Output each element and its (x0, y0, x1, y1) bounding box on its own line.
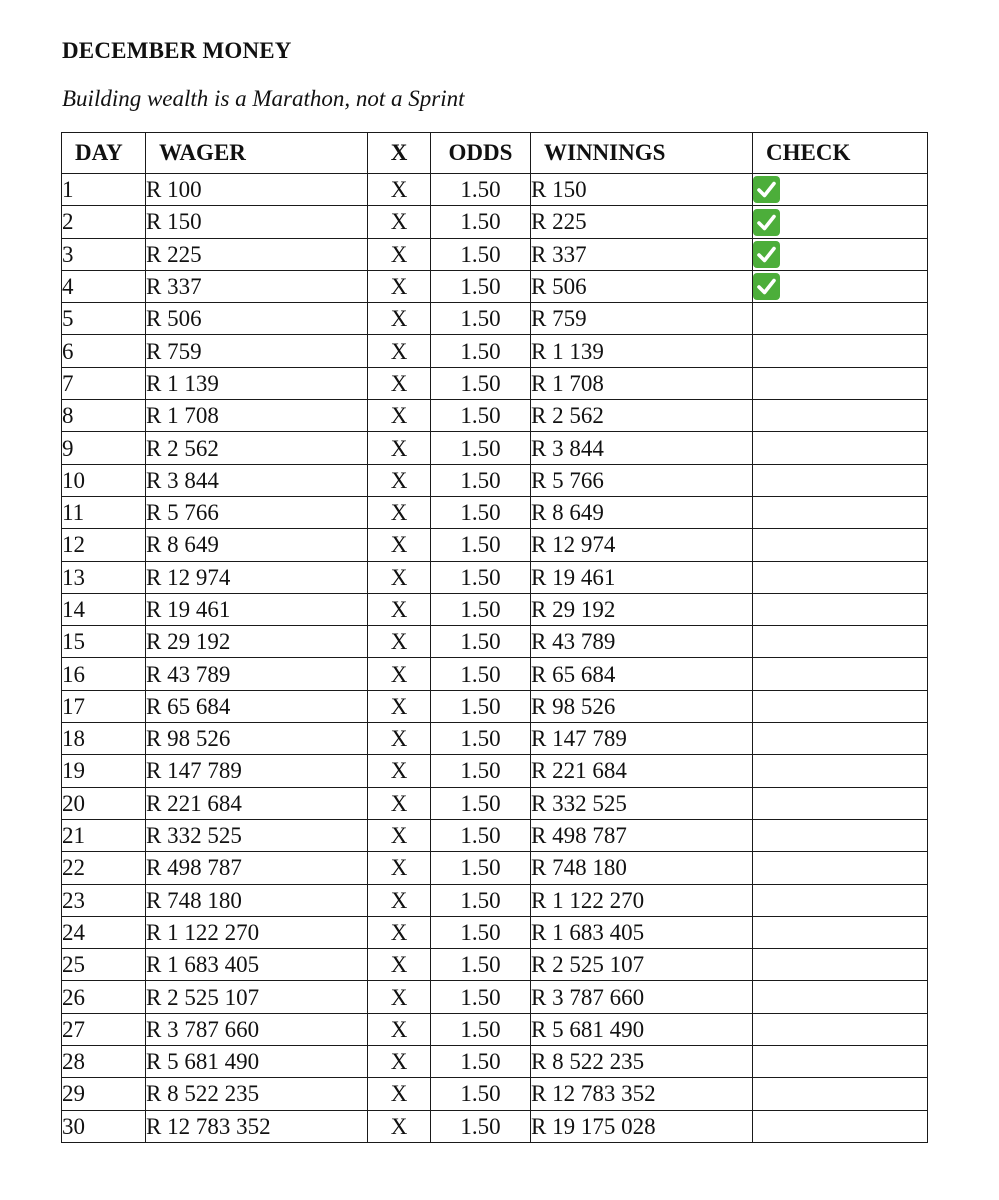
green-checkmark-icon (753, 176, 780, 203)
check-cell (753, 1110, 928, 1142)
wager-cell: R 150 (146, 206, 368, 238)
wager-cell: R 8 522 235 (146, 1078, 368, 1110)
odds-cell: 1.50 (431, 819, 531, 851)
day-cell: 1 (62, 174, 146, 206)
table-body (62, 174, 928, 1143)
multiplier-cell: X (368, 1013, 431, 1045)
day-cell: 29 (62, 1078, 146, 1110)
wager-table (61, 132, 928, 1143)
wager-cell: R 12 974 (146, 561, 368, 593)
check-cell (753, 1078, 928, 1110)
column-header-wager: WAGER (146, 133, 368, 174)
winnings-cell: R 19 175 028 (531, 1110, 753, 1142)
winnings-cell: R 498 787 (531, 819, 753, 851)
odds-cell: 1.50 (431, 852, 531, 884)
multiplier-cell: X (368, 206, 431, 238)
odds-cell: 1.50 (431, 270, 531, 302)
odds-cell: 1.50 (431, 1013, 531, 1045)
winnings-cell: R 2 562 (531, 400, 753, 432)
table-row (62, 723, 928, 755)
day-cell: 30 (62, 1110, 146, 1142)
wager-cell: R 147 789 (146, 755, 368, 787)
wager-cell: R 332 525 (146, 819, 368, 851)
check-cell (753, 819, 928, 851)
wager-cell: R 3 844 (146, 464, 368, 496)
table-row (62, 1046, 928, 1078)
day-cell: 27 (62, 1013, 146, 1045)
check-cell (753, 884, 928, 916)
table-row (62, 464, 928, 496)
multiplier-cell: X (368, 367, 431, 399)
odds-cell: 1.50 (431, 174, 531, 206)
odds-cell: 1.50 (431, 1046, 531, 1078)
winnings-cell: R 12 974 (531, 529, 753, 561)
table-row (62, 529, 928, 561)
day-cell: 14 (62, 593, 146, 625)
table-row (62, 496, 928, 528)
check-cell (753, 270, 928, 302)
odds-cell: 1.50 (431, 238, 531, 270)
day-cell: 5 (62, 303, 146, 335)
multiplier-cell: X (368, 723, 431, 755)
multiplier-cell: X (368, 303, 431, 335)
wager-cell: R 5 766 (146, 496, 368, 528)
multiplier-cell: X (368, 561, 431, 593)
day-cell: 23 (62, 884, 146, 916)
wager-cell: R 1 708 (146, 400, 368, 432)
check-cell (753, 723, 928, 755)
odds-cell: 1.50 (431, 787, 531, 819)
multiplier-cell: X (368, 787, 431, 819)
table-header-row (62, 133, 928, 174)
green-checkmark-icon (753, 209, 780, 236)
day-cell: 10 (62, 464, 146, 496)
odds-cell: 1.50 (431, 464, 531, 496)
check-cell (753, 335, 928, 367)
wager-cell: R 498 787 (146, 852, 368, 884)
winnings-cell: R 150 (531, 174, 753, 206)
winnings-cell: R 748 180 (531, 852, 753, 884)
check-cell (753, 496, 928, 528)
multiplier-cell: X (368, 174, 431, 206)
wager-cell: R 2 525 107 (146, 981, 368, 1013)
table-row (62, 852, 928, 884)
column-header-day: DAY (62, 133, 146, 174)
winnings-cell: R 8 649 (531, 496, 753, 528)
multiplier-cell: X (368, 981, 431, 1013)
winnings-cell: R 759 (531, 303, 753, 335)
odds-cell: 1.50 (431, 529, 531, 561)
multiplier-cell: X (368, 690, 431, 722)
wager-cell: R 12 783 352 (146, 1110, 368, 1142)
multiplier-cell: X (368, 852, 431, 884)
winnings-cell: R 221 684 (531, 755, 753, 787)
odds-cell: 1.50 (431, 303, 531, 335)
day-cell: 12 (62, 529, 146, 561)
day-cell: 20 (62, 787, 146, 819)
winnings-cell: R 3 844 (531, 432, 753, 464)
table-row (62, 270, 928, 302)
winnings-cell: R 506 (531, 270, 753, 302)
odds-cell: 1.50 (431, 626, 531, 658)
check-cell (753, 529, 928, 561)
odds-cell: 1.50 (431, 981, 531, 1013)
table-row (62, 174, 928, 206)
multiplier-cell: X (368, 884, 431, 916)
winnings-cell: R 29 192 (531, 593, 753, 625)
check-cell (753, 949, 928, 981)
odds-cell: 1.50 (431, 367, 531, 399)
check-cell (753, 561, 928, 593)
wager-cell: R 506 (146, 303, 368, 335)
odds-cell: 1.50 (431, 723, 531, 755)
multiplier-cell: X (368, 916, 431, 948)
winnings-cell: R 337 (531, 238, 753, 270)
wager-cell: R 225 (146, 238, 368, 270)
check-cell (753, 464, 928, 496)
green-checkmark-icon (753, 241, 780, 268)
day-cell: 21 (62, 819, 146, 851)
check-cell (753, 238, 928, 270)
check-cell (753, 690, 928, 722)
table-row (62, 561, 928, 593)
table-row (62, 335, 928, 367)
day-cell: 3 (62, 238, 146, 270)
day-cell: 9 (62, 432, 146, 464)
wager-cell: R 759 (146, 335, 368, 367)
wager-cell: R 1 683 405 (146, 949, 368, 981)
odds-cell: 1.50 (431, 690, 531, 722)
multiplier-cell: X (368, 335, 431, 367)
check-cell (753, 626, 928, 658)
winnings-cell: R 147 789 (531, 723, 753, 755)
winnings-cell: R 8 522 235 (531, 1046, 753, 1078)
multiplier-cell: X (368, 658, 431, 690)
multiplier-cell: X (368, 819, 431, 851)
page-title: DECEMBER MONEY (62, 38, 292, 63)
table-row (62, 432, 928, 464)
day-cell: 2 (62, 206, 146, 238)
winnings-cell: R 5 766 (531, 464, 753, 496)
table-row (62, 819, 928, 851)
check-cell (753, 432, 928, 464)
column-header-check: CHECK (753, 133, 928, 174)
table-row (62, 981, 928, 1013)
table-row (62, 400, 928, 432)
table-row (62, 626, 928, 658)
winnings-cell: R 332 525 (531, 787, 753, 819)
odds-cell: 1.50 (431, 1078, 531, 1110)
check-cell (753, 658, 928, 690)
odds-cell: 1.50 (431, 1110, 531, 1142)
odds-cell: 1.50 (431, 949, 531, 981)
day-cell: 4 (62, 270, 146, 302)
winnings-cell: R 43 789 (531, 626, 753, 658)
page-subtitle: Building wealth is a Marathon, not a Sprint (62, 86, 465, 111)
multiplier-cell: X (368, 400, 431, 432)
winnings-cell: R 12 783 352 (531, 1078, 753, 1110)
day-cell: 16 (62, 658, 146, 690)
check-cell (753, 206, 928, 238)
odds-cell: 1.50 (431, 400, 531, 432)
wager-cell: R 29 192 (146, 626, 368, 658)
day-cell: 25 (62, 949, 146, 981)
wager-cell: R 98 526 (146, 723, 368, 755)
check-cell (753, 1013, 928, 1045)
odds-cell: 1.50 (431, 658, 531, 690)
column-header-winnings: WINNINGS (531, 133, 753, 174)
table-row (62, 593, 928, 625)
day-cell: 13 (62, 561, 146, 593)
wager-cell: R 19 461 (146, 593, 368, 625)
table-row (62, 1013, 928, 1045)
column-header-x: X (368, 133, 431, 174)
multiplier-cell: X (368, 464, 431, 496)
column-header-odds: ODDS (431, 133, 531, 174)
day-cell: 26 (62, 981, 146, 1013)
day-cell: 6 (62, 335, 146, 367)
winnings-cell: R 1 139 (531, 335, 753, 367)
multiplier-cell: X (368, 1110, 431, 1142)
odds-cell: 1.50 (431, 755, 531, 787)
table-row (62, 1078, 928, 1110)
odds-cell: 1.50 (431, 561, 531, 593)
table-row (62, 949, 928, 981)
wager-cell: R 8 649 (146, 529, 368, 561)
wager-cell: R 5 681 490 (146, 1046, 368, 1078)
check-cell (753, 787, 928, 819)
odds-cell: 1.50 (431, 432, 531, 464)
wager-cell: R 1 122 270 (146, 916, 368, 948)
multiplier-cell: X (368, 270, 431, 302)
check-cell (753, 593, 928, 625)
day-cell: 17 (62, 690, 146, 722)
table-row (62, 238, 928, 270)
multiplier-cell: X (368, 1046, 431, 1078)
winnings-cell: R 1 122 270 (531, 884, 753, 916)
odds-cell: 1.50 (431, 206, 531, 238)
day-cell: 15 (62, 626, 146, 658)
day-cell: 19 (62, 755, 146, 787)
check-cell (753, 367, 928, 399)
multiplier-cell: X (368, 593, 431, 625)
table-row (62, 658, 928, 690)
odds-cell: 1.50 (431, 884, 531, 916)
winnings-cell: R 98 526 (531, 690, 753, 722)
table-row (62, 755, 928, 787)
wager-cell: R 2 562 (146, 432, 368, 464)
multiplier-cell: X (368, 238, 431, 270)
odds-cell: 1.50 (431, 335, 531, 367)
check-cell (753, 303, 928, 335)
table-row (62, 884, 928, 916)
multiplier-cell: X (368, 626, 431, 658)
multiplier-cell: X (368, 949, 431, 981)
table-row (62, 1110, 928, 1142)
multiplier-cell: X (368, 1078, 431, 1110)
table-row (62, 690, 928, 722)
table-row (62, 787, 928, 819)
check-cell (753, 1046, 928, 1078)
winnings-cell: R 1 683 405 (531, 916, 753, 948)
day-cell: 18 (62, 723, 146, 755)
check-cell (753, 400, 928, 432)
day-cell: 7 (62, 367, 146, 399)
day-cell: 24 (62, 916, 146, 948)
winnings-cell: R 5 681 490 (531, 1013, 753, 1045)
check-cell (753, 174, 928, 206)
winnings-cell: R 3 787 660 (531, 981, 753, 1013)
wager-cell: R 221 684 (146, 787, 368, 819)
day-cell: 28 (62, 1046, 146, 1078)
winnings-cell: R 65 684 (531, 658, 753, 690)
check-cell (753, 755, 928, 787)
table-row (62, 206, 928, 238)
wager-cell: R 65 684 (146, 690, 368, 722)
multiplier-cell: X (368, 496, 431, 528)
table-row (62, 367, 928, 399)
check-cell (753, 852, 928, 884)
day-cell: 8 (62, 400, 146, 432)
day-cell: 11 (62, 496, 146, 528)
odds-cell: 1.50 (431, 496, 531, 528)
day-cell: 22 (62, 852, 146, 884)
winnings-cell: R 2 525 107 (531, 949, 753, 981)
winnings-cell: R 19 461 (531, 561, 753, 593)
check-cell (753, 981, 928, 1013)
table-row (62, 303, 928, 335)
green-checkmark-icon (753, 273, 780, 300)
wager-cell: R 337 (146, 270, 368, 302)
odds-cell: 1.50 (431, 916, 531, 948)
winnings-cell: R 1 708 (531, 367, 753, 399)
multiplier-cell: X (368, 432, 431, 464)
wager-cell: R 3 787 660 (146, 1013, 368, 1045)
wager-cell: R 100 (146, 174, 368, 206)
odds-cell: 1.50 (431, 593, 531, 625)
wager-cell: R 748 180 (146, 884, 368, 916)
table-row (62, 916, 928, 948)
wager-cell: R 43 789 (146, 658, 368, 690)
multiplier-cell: X (368, 755, 431, 787)
check-cell (753, 916, 928, 948)
multiplier-cell: X (368, 529, 431, 561)
winnings-cell: R 225 (531, 206, 753, 238)
wager-cell: R 1 139 (146, 367, 368, 399)
